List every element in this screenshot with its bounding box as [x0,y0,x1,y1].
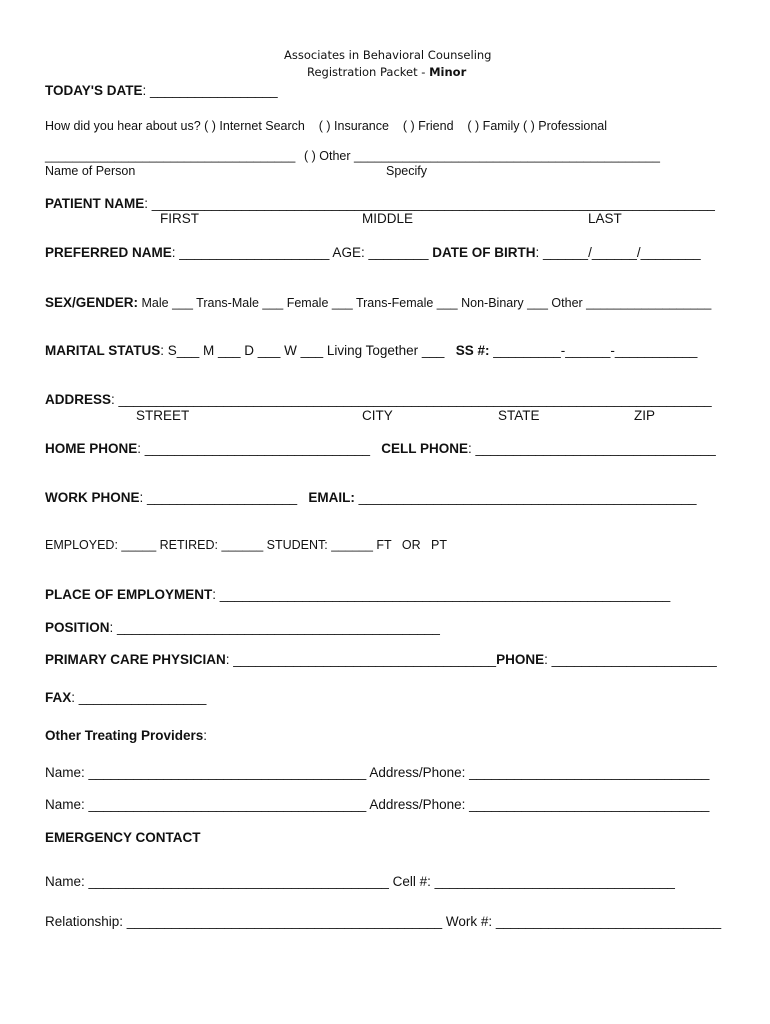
header-line1: Associates in Behavioral Counseling [284,48,492,62]
physician-phone-field[interactable]: : ______________________ [544,652,717,667]
other-provider-row-2[interactable]: Name: _____________________________________ Address/Phone: ________________________________ [45,797,710,812]
dob-field[interactable]: : ______/______/________ [535,245,701,260]
sex-gender-row[interactable] [45,296,711,310]
address-city-caption: CITY [362,408,393,423]
fax-field[interactable]: : _________________ [71,690,207,705]
address-street-caption: STREET [136,408,190,423]
other-provider-row-1[interactable]: Name: _____________________________________ Address/Phone: ________________________________ [45,765,710,780]
place-of-employment-field[interactable]: : ____________________________________________________________ [212,587,671,602]
preferred-name-label: PREFERRED NAME [45,245,172,260]
patient-name-colon: : [144,196,152,211]
employment-status-row[interactable]: EMPLOYED: _____ RETIRED: ______ STUDENT: ______ FT OR PT [45,538,448,552]
header-line2-bold: Minor [429,65,467,79]
patient-name-label: PATIENT NAME [45,196,145,211]
fax-label: FAX [45,690,72,705]
todays-date-label: TODAY'S DATE [45,83,143,98]
address-zip-caption: ZIP [634,408,656,423]
todays-date-colon: : [142,83,150,98]
position-field[interactable]: : ___________________________________________ [109,620,440,635]
preferred-name-row[interactable] [45,246,701,260]
cell-phone-field[interactable]: : ________________________________ [468,441,716,456]
dob-label: DATE OF BIRTH [432,245,536,260]
header-line2 [307,67,466,79]
home-phone-label: HOME PHONE [45,441,138,456]
position-row[interactable] [45,621,440,635]
patient-name-first-caption: FIRST [160,211,199,226]
email-label: EMAIL: [308,490,355,505]
patient-name-middle-caption: MIDDLE [362,211,414,226]
physician-label: PRIMARY CARE PHYSICIAN [45,652,226,667]
referral-specify-caption: Specify [386,164,427,178]
todays-date-row [45,84,278,98]
patient-name-field[interactable]: ___________________________________________________________________________ [151,196,715,211]
emergency-contact-row-2[interactable]: Relationship: __________________________________________ Work #: ______________________________ [45,914,722,929]
home-phone-field[interactable]: : ______________________________ [137,441,382,456]
marital-status-options[interactable]: : S___ M ___ D ___ W ___ Living Together ___ [160,343,456,358]
home-phone-row[interactable] [45,442,716,456]
marital-status-row[interactable] [45,344,697,358]
referral-other-field[interactable]: ( ) Other ____________________________________________ [304,149,660,163]
ss-field[interactable]: _________-______-___________ [489,343,698,358]
todays-date-field[interactable]: _________________ [150,83,278,98]
other-providers-heading [45,729,207,743]
preferred-name-age-fields[interactable]: : ____________________ AGE: ________ [171,245,433,260]
work-phone-row[interactable] [45,491,697,505]
physician-row[interactable] [45,653,717,667]
fax-row[interactable] [45,691,206,705]
physician-phone-label: PHONE [496,652,545,667]
cell-phone-label: CELL PHONE [381,441,469,456]
patient-name-row [45,197,715,211]
referral-question[interactable]: How did you hear about us? ( ) Internet Search ( ) Insurance ( ) Friend ( ) Family ( ) Professional [45,119,608,133]
sex-gender-label: SEX/GENDER: [45,295,139,310]
email-field[interactable]: _____________________________________________ [354,490,697,505]
position-label: POSITION [45,620,110,635]
emergency-contact-heading: EMERGENCY CONTACT [45,830,201,845]
work-phone-label: WORK PHONE [45,490,140,505]
patient-name-last-caption: LAST [588,211,622,226]
address-label: ADDRESS [45,392,112,407]
address-row [45,393,712,407]
address-colon: : [111,392,119,407]
ss-label: SS #: [455,343,490,358]
emergency-contact-row-1[interactable]: Name: ________________________________________ Cell #: ________________________________ [45,874,675,889]
sex-gender-options[interactable]: Male ___ Trans-Male ___ Female ___ Trans-Female ___ Non-Binary ___ Other __________________ [138,296,712,310]
other-providers-label: Other Treating Providers [45,728,204,743]
work-phone-field[interactable]: : ____________________ [139,490,309,505]
marital-status-label: MARITAL STATUS [45,343,161,358]
header-line2-prefix: Registration Packet - [307,65,430,79]
other-providers-colon: : [203,728,208,743]
place-of-employment-row[interactable] [45,588,670,602]
physician-field[interactable]: : ___________________________________ [225,652,497,667]
address-state-caption: STATE [498,408,540,423]
referral-name-of-person-caption: Name of Person [45,164,136,178]
address-field[interactable]: _______________________________________________________________________________ [118,392,712,407]
referral-person-field[interactable]: ____________________________________ [45,149,296,163]
place-of-employment-label: PLACE OF EMPLOYMENT [45,587,213,602]
